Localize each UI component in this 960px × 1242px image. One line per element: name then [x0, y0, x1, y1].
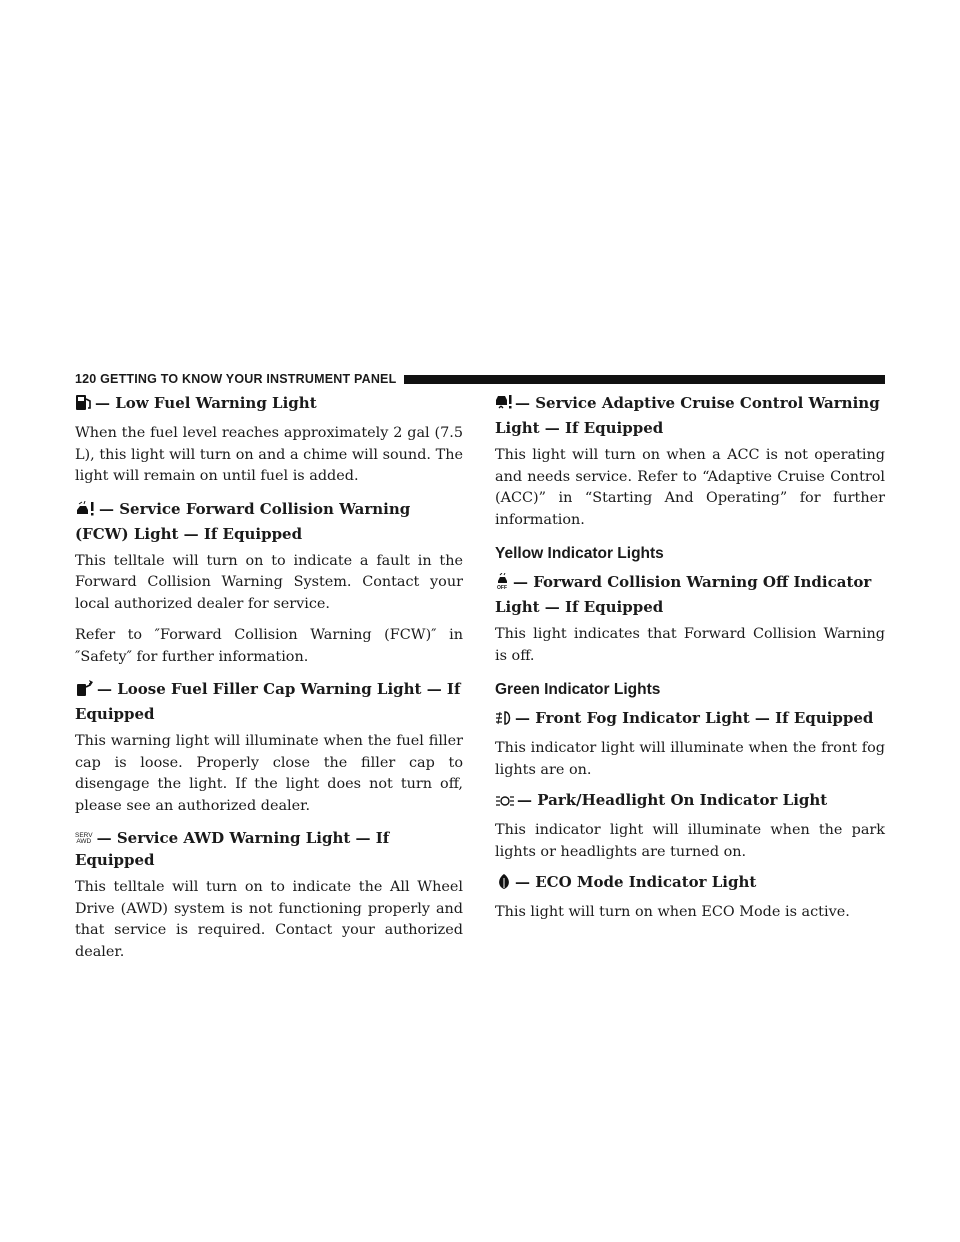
entry-title: — ECO Mode Indicator Light: [515, 873, 757, 891]
page-number-section-title: 120 GETTING TO KNOW YOUR INSTRUMENT PANEL: [75, 372, 397, 386]
park-headlight-entry: [495, 789, 885, 863]
loose-fuel-cap-icon: [75, 679, 95, 703]
entry-title: — Service AWD Warning Light — If Equipped: [75, 829, 390, 869]
green-indicator-heading: Green Indicator Lights: [495, 681, 661, 698]
entry-body: This light will turn on when a ACC is not operating and needs service. Refer to “Adaptive Cruise Control (ACC)” in “Starting And Operating” for further information.: [495, 447, 885, 528]
front-fog-entry: [495, 707, 885, 781]
svg-text:OFF: OFF: [497, 585, 507, 590]
entry-title: — Service Adaptive Cruise Control Warning Light — If Equipped: [495, 394, 880, 437]
entry-title: — Low Fuel Warning Light: [95, 394, 317, 412]
low-fuel-entry: [75, 392, 463, 488]
entry-title: — Forward Collision Warning Off Indicator Light — If Equipped: [495, 573, 872, 616]
eco-mode-icon: [495, 873, 513, 896]
loose-fuel-cap-entry: [75, 678, 463, 817]
entry-title: — Loose Fuel Filler Cap Warning Light — If Equipped: [75, 680, 461, 723]
fcw-off-entry: [495, 571, 885, 667]
fcw-off-icon: [495, 573, 511, 596]
fcw-service-icon: [75, 501, 97, 523]
acc-service-icon: [495, 394, 513, 417]
entry-title: — Front Fog Indicator Light — If Equipped: [515, 709, 874, 727]
low-fuel-icon: [75, 394, 93, 417]
yellow-indicator-heading: Yellow Indicator Lights: [495, 545, 664, 562]
front-fog-icon: [495, 710, 513, 732]
entry-body: This warning light will illuminate when the fuel filler cap is loose. Properly close the filler cap to disengage the light. If the light does not turn off, please see an authorized dealer.: [75, 733, 463, 814]
entry-body: Refer to ″Forward Collision Warning (FCW)″ in ″Safety″ for further information.: [75, 627, 463, 665]
entry-body: This indicator light will illuminate when the front fog lights are on.: [495, 740, 885, 778]
fcw-service-entry: [75, 498, 463, 669]
right-column: [495, 392, 885, 924]
entry-body: This telltale will turn on to indicate the All Wheel Drive (AWD) system is not functioning properly and that service is required. Contact your authorized dealer.: [75, 879, 463, 960]
entry-body: When the fuel level reaches approximately 2 gal (7.5 L), this light will turn on and a chime will sound. The light will remain on until fuel is added.: [75, 425, 463, 484]
acc-service-entry: [495, 392, 885, 531]
page-header: [75, 370, 885, 388]
entry-title: — Park/Headlight On Indicator Light: [517, 791, 828, 809]
entry-body: This light indicates that Forward Collision Warning is off.: [495, 626, 885, 664]
entry-body: This indicator light will illuminate when the park lights or headlights are turned on.: [495, 822, 885, 860]
entry-body: This telltale will turn on to indicate a fault in the Forward Collision Warning System. Contact your local authorized dealer for service.: [75, 552, 463, 612]
park-headlight-icon: [495, 792, 515, 814]
left-column: [75, 392, 463, 963]
eco-mode-entry: [495, 871, 885, 924]
serv-awd-entry: [75, 827, 463, 963]
entry-title: — Service Forward Collision Warning (FCW) Light — If Equipped: [75, 499, 411, 543]
header-rule: [404, 375, 885, 384]
serv-awd-icon: SERV AWD: [75, 831, 93, 845]
entry-body: This light will turn on when ECO Mode is active.: [495, 904, 850, 920]
